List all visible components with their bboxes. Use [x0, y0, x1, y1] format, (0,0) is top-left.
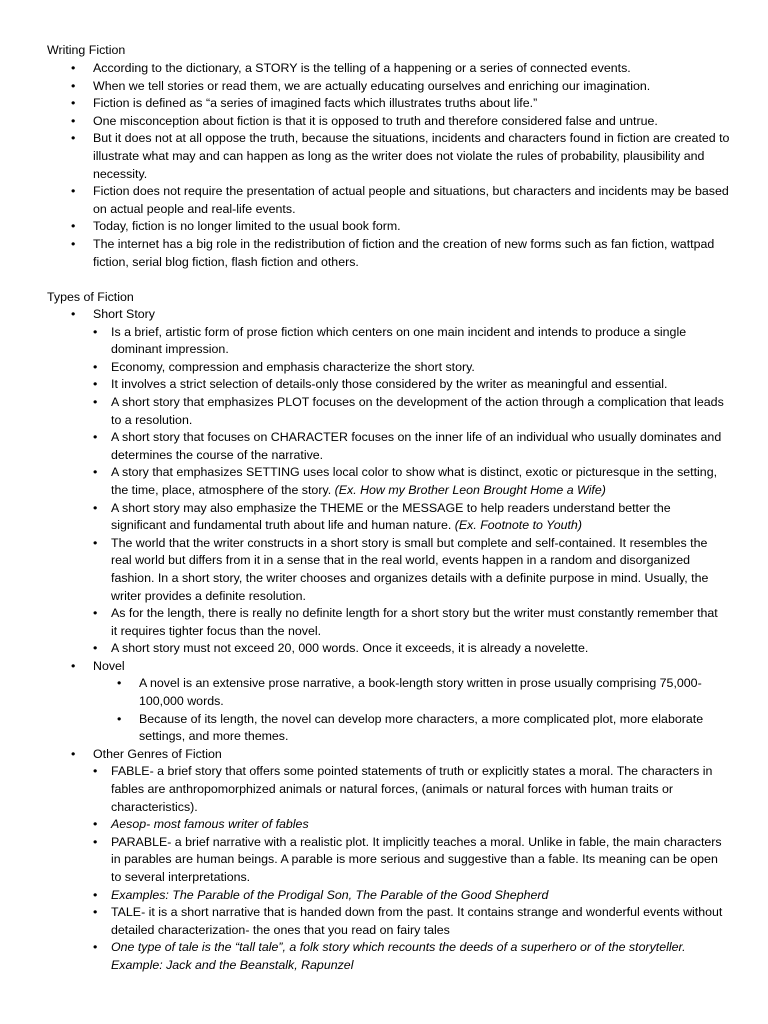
types-of-fiction-list	[71, 306, 733, 975]
list-item: • When we tell stories or read them, we are actually educating ourselves and enriching our imagination.	[93, 78, 733, 96]
list-item: • One misconception about fiction is that it is opposed to truth and therefore considered false and untrue.	[93, 113, 733, 131]
other-genres-list	[93, 763, 727, 974]
bullet-icon: •	[71, 113, 76, 128]
bullet-icon: •	[93, 465, 98, 480]
list-item: • It involves a strict selection of details-only those considered by the writer as meaningful and essential.	[111, 376, 727, 394]
bullet-icon: •	[71, 96, 76, 111]
section-title: Other Genres of Fiction	[93, 746, 222, 761]
bullet-icon: •	[93, 834, 98, 849]
list-item: • Fiction is defined as “a series of imagined facts which illustrates truths about life.”	[93, 95, 733, 113]
list-item: • The internet has a big role in the redistribution of fiction and the creation of new forms such as fan fiction, wattpad fiction, serial blog fiction, flash fiction and others.	[71, 236, 715, 269]
list-item: • One type of tale is the “tall tale”, a folk story which recounts the deeds of a superhero or of the storyteller. Example: Jack and the Beanstalk, Rapunzel	[93, 940, 686, 972]
list-item: • Is a brief, artistic form of prose fiction which centers on one main incident and intends to produce a single dominant impression.	[93, 324, 687, 357]
section-short-story	[71, 306, 733, 658]
bullet-icon: •	[93, 887, 98, 902]
bullet-icon: •	[71, 658, 76, 673]
bullet-icon: •	[93, 430, 98, 445]
bullet-icon: •	[93, 817, 98, 832]
list-item: • A short story that emphasizes PLOT focuses on the development of the action through a complication that leads to a resolution.	[93, 394, 724, 427]
bullet-icon: •	[93, 359, 98, 374]
list-item: • The world that the writer constructs in a short story is small but complete and self-contained. It resembles the real world but differs from it in a sense that in the real world, events happen in a random and disorganized fashion. In a short story, the writer chooses and organizes details with a definite purpose in mind. Usually, the writer provides a definite resolution.	[93, 535, 709, 603]
bullet-icon: •	[71, 61, 76, 75]
example-text: (Ex. How my Brother Leon Brought Home a Wife)	[334, 482, 606, 497]
novel-list	[117, 675, 719, 745]
bullet-icon: •	[71, 746, 76, 761]
list-item: • According to the dictionary, a STORY is the telling of a happening or a series of connected events.	[93, 60, 733, 78]
list-item: • A short story may also emphasize the THEME or the MESSAGE to help readers understand better the significant and fundamental truth about life and human nature. (Ex. Footnote to Youth)	[93, 500, 671, 533]
list-item: • A short story that focuses on CHARACTER focuses on the inner life of an individual who usually dominates and determines the course of the narrative.	[93, 430, 722, 462]
writing-fiction-list	[71, 60, 733, 271]
bullet-icon: •	[71, 307, 76, 321]
section-other-genres	[71, 746, 733, 975]
bullet-icon: •	[93, 905, 98, 920]
list-item: • Economy, compression and emphasis characterize the short story.	[111, 359, 727, 377]
bullet-icon: •	[93, 324, 98, 339]
bullet-icon: •	[71, 184, 76, 199]
list-item: • A story that emphasizes SETTING uses local color to show what is distinct, exotic or picturesque in the setting, the time, place, atmosphere of the story. (Ex. How my Brother Leon Brought Home a Wife)	[93, 465, 718, 497]
list-item: • FABLE- a brief story that offers some pointed statements of truth or explicitly states a moral. The characters in fables are anthropomorphized animals or natural forces, (animals or natural forces with human traits or characteristics).	[93, 764, 713, 814]
list-item: • Aesop- most famous writer of fables	[111, 816, 727, 834]
list-item: • Fiction does not require the presentation of actual people and situations, but characters and incidents may be based on actual people and real-life events.	[71, 184, 729, 216]
bullet-icon: •	[93, 940, 98, 955]
bullet-icon: •	[93, 535, 98, 550]
bullet-icon: •	[93, 500, 98, 515]
bullet-icon: •	[93, 394, 98, 409]
heading-types-of-fiction: Types of Fiction	[47, 290, 134, 304]
bullet-icon: •	[117, 676, 122, 691]
bullet-icon: •	[93, 641, 98, 656]
bullet-icon: •	[71, 78, 76, 93]
list-item: • A novel is an extensive prose narrative, a book-length story written in prose usually comprising 75,000-100,000 words.	[117, 676, 702, 709]
list-item: • As for the length, there is really no definite length for a short story but the writer must constantly remember that it requires tighter focus than the novel.	[93, 606, 718, 638]
bullet-icon: •	[93, 377, 98, 392]
example-text: (Ex. Footnote to Youth)	[454, 518, 582, 533]
list-item: • PARABLE- a brief narrative with a realistic plot. It implicitly teaches a moral. Unlike in fable, the main characters in parables are human beings. A parable is more serious and suggestive than a fable. Its meaning can be open to several interpretations.	[93, 834, 722, 884]
list-item: • Examples: The Parable of the Prodigal Son, The Parable of the Good Shepherd	[111, 887, 727, 905]
bullet-icon: •	[71, 131, 76, 146]
bullet-icon: •	[71, 236, 76, 251]
list-item: • But it does not at all oppose the truth, because the situations, incidents and characters found in fiction are created to illustrate what may and can happen as long as the writer does not violate the rules of probability, plausibility and necessity.	[71, 131, 730, 181]
bullet-icon: •	[117, 711, 122, 726]
list-item: • Because of its length, the novel can develop more characters, a more complicated plot, more elaborate settings, and more themes.	[117, 711, 704, 744]
bullet-icon: •	[93, 764, 98, 779]
section-novel	[71, 658, 733, 746]
list-item: • A short story must not exceed 20, 000 words. Once it exceeds, it is already a novelette.	[111, 640, 727, 658]
short-story-list	[93, 324, 727, 658]
list-item: • TALE- it is a short narrative that is handed down from the past. It contains strange and wonderful events without detailed characterization- the ones that you read on fairy tales	[93, 905, 723, 937]
heading-writing-fiction: Writing Fiction	[47, 43, 126, 57]
bullet-icon: •	[93, 606, 98, 621]
section-title: Novel	[93, 658, 125, 673]
section-title: Short Story	[93, 307, 155, 321]
bullet-icon: •	[71, 219, 76, 234]
list-item: • Today, fiction is no longer limited to the usual book form.	[93, 218, 733, 236]
